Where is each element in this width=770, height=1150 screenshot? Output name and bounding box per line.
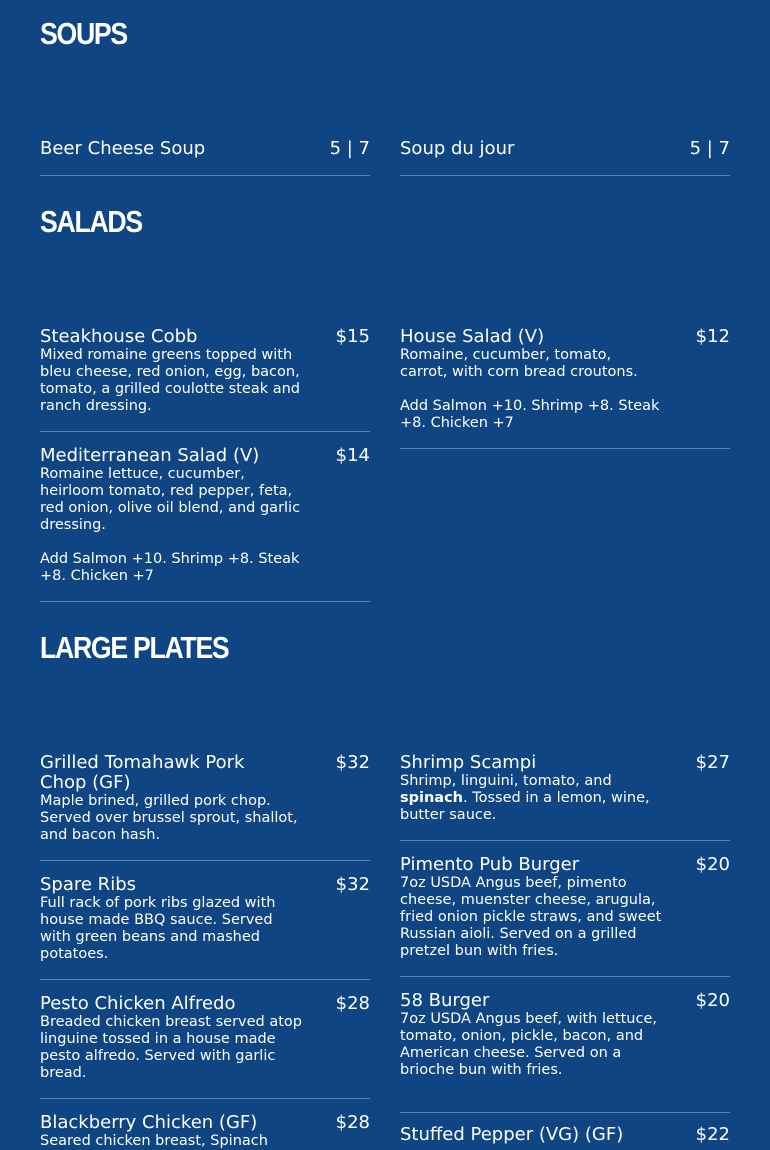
item-name: Pesto Chicken Alfredo xyxy=(40,993,236,1014)
item-price: $28 xyxy=(335,1112,370,1133)
salads-heading: SALADS xyxy=(40,204,142,239)
item-name: Spare Ribs xyxy=(40,874,136,895)
soups-heading: SOUPS xyxy=(40,16,127,51)
item-name: Soup du jour xyxy=(400,138,515,159)
item-name: 58 Burger xyxy=(400,990,490,1011)
item-name: Beer Cheese Soup xyxy=(40,138,206,159)
item-name: Shrimp Scampi xyxy=(400,752,537,773)
item-description: Romaine lettuce, cucumber, heirloom tomato, red pepper, feta, red onion, olive oil blend, and garlic dressing. xyxy=(40,466,301,533)
item-price: $12 xyxy=(695,326,730,347)
item-price: $15 xyxy=(335,326,370,347)
item-description: Seared chicken breast, Spinach xyxy=(40,1133,268,1149)
item-description: 7oz USDA Angus beef, pimento cheese, muenster cheese, arugula, fried onion pickle straws, and sweet Russian aioli. Served on a grilled pretzel bun with fries. xyxy=(400,875,662,959)
item-addons: Add Salmon +10. Shrimp +8. Steak +8. Chicken +7 xyxy=(400,398,660,431)
item-name: Pimento Pub Burger xyxy=(400,854,580,875)
item-price: $27 xyxy=(695,752,730,773)
item-description: Breaded chicken breast served atop linguine tossed in a house made pesto alfredo. Served with garlic bread. xyxy=(40,1014,302,1081)
item-price: $32 xyxy=(335,752,370,773)
item-description: 7oz USDA Angus beef, with lettuce, tomato, onion, pickle, bacon, and American cheese. Served on a brioche bun with fries. xyxy=(400,1011,657,1078)
menu-item xyxy=(40,875,370,980)
item-name: Stuffed Pepper (VG) (GF) xyxy=(400,1124,624,1145)
item-price: $14 xyxy=(335,445,370,466)
item-description: Mixed romaine greens topped with bleu cheese, red onion, egg, bacon, tomato, a grilled coulotte steak and ranch dressing. xyxy=(40,347,300,414)
item-name: House Salad (V) xyxy=(400,326,545,347)
menu-item xyxy=(400,1124,730,1145)
item-price: $20 xyxy=(695,854,730,875)
item-description: Romaine, cucumber, tomato, carrot, with corn bread croutons. xyxy=(400,347,638,380)
menu-item xyxy=(40,139,370,176)
menu-item xyxy=(400,991,730,1113)
item-price: $28 xyxy=(335,993,370,1014)
menu-item xyxy=(400,327,730,449)
menu-item xyxy=(40,446,370,602)
item-description: Maple brined, grilled pork chop. Served over brussel sprout, shallot, and bacon hash. xyxy=(40,793,298,843)
menu-item xyxy=(400,855,730,977)
menu-item xyxy=(400,753,730,841)
menu-item xyxy=(400,139,730,176)
item-description: Shrimp, linguini, tomato, and spinach. Tossed in a lemon, wine, butter sauce. xyxy=(400,773,650,823)
item-name: Grilled Tomahawk Pork Chop (GF) xyxy=(40,752,245,793)
menu-item xyxy=(40,753,370,861)
menu-item xyxy=(40,994,370,1099)
item-price: 5 | 7 xyxy=(329,138,370,159)
item-name: Steakhouse Cobb xyxy=(40,326,198,347)
item-addons: Add Salmon +10. Shrimp +8. Steak +8. Chicken +7 xyxy=(40,551,300,584)
item-name: Blackberry Chicken (GF) xyxy=(40,1112,258,1133)
large-plates-heading: LARGE PLATES xyxy=(40,630,229,665)
item-name: Mediterranean Salad (V) xyxy=(40,445,260,466)
item-price: 5 | 7 xyxy=(689,138,730,159)
item-price: $32 xyxy=(335,874,370,895)
menu-item xyxy=(40,327,370,432)
item-description: Full rack of pork ribs glazed with house made BBQ sauce. Served with green beans and mashed potatoes. xyxy=(40,895,276,962)
item-price: $22 xyxy=(695,1124,730,1145)
item-price: $20 xyxy=(695,990,730,1011)
menu-item xyxy=(40,1112,370,1149)
